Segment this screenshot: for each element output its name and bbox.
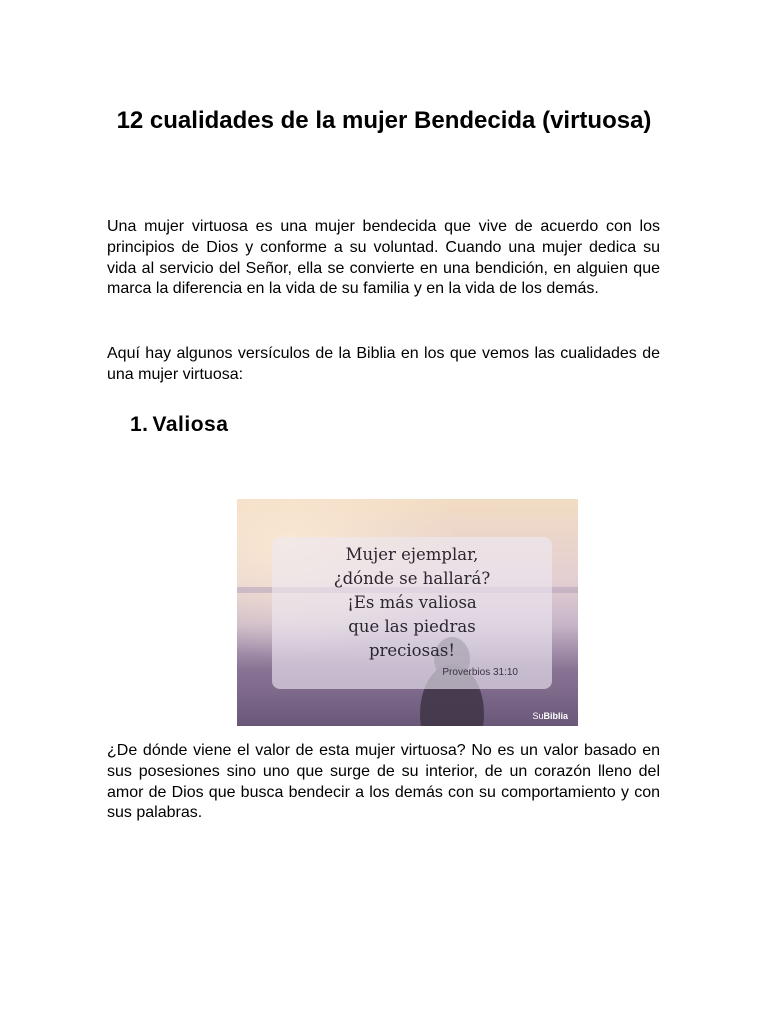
valiosa-paragraph: ¿De dónde viene el valor de esta mujer virtuosa? No es un valor basado en sus posesiones sino uno que surge de su interior, de un corazón lleno del amor de Dios que busca bendecir a los demás con su comportamiento y con sus palabras. xyxy=(107,742,660,822)
section-title: Valiosa xyxy=(152,413,229,436)
subiblia-logo xyxy=(532,711,568,721)
verse-line: que las piedras xyxy=(348,617,476,636)
verse-quote xyxy=(272,543,552,663)
verses-intro-paragraph: Aquí hay algunos versículos de la Biblia en los que vemos las cualidades de una mujer virtuosa: xyxy=(107,345,660,383)
verse-reference: Proverbios 31:10 xyxy=(442,667,518,678)
verse-card xyxy=(272,537,552,689)
logo-prefix: Su xyxy=(532,711,544,721)
verse-line: ¡Es más valiosa xyxy=(347,593,477,612)
logo-bold: Biblia xyxy=(543,711,568,721)
intro-paragraph: Una mujer virtuosa es una mujer bendecida que vive de acuerdo con los principios de Dios y conforme a su voluntad. Cuando una mujer dedica su vida al servicio del Señor, ella se convierte en una bendición, en alguien que marca la diferencia en la vida de su familia y en la vida de los demás. xyxy=(107,218,660,298)
verse-line: preciosas! xyxy=(368,641,456,660)
section-heading-valiosa xyxy=(130,411,228,439)
section-number: 1. xyxy=(130,413,149,436)
verse-image xyxy=(237,499,578,726)
verse-line: ¿dónde se hallará? xyxy=(333,569,491,588)
document-title: 12 cualidades de la mujer Bendecida (virtuosa) xyxy=(116,107,652,134)
verse-line: Mujer ejemplar, xyxy=(345,545,479,564)
